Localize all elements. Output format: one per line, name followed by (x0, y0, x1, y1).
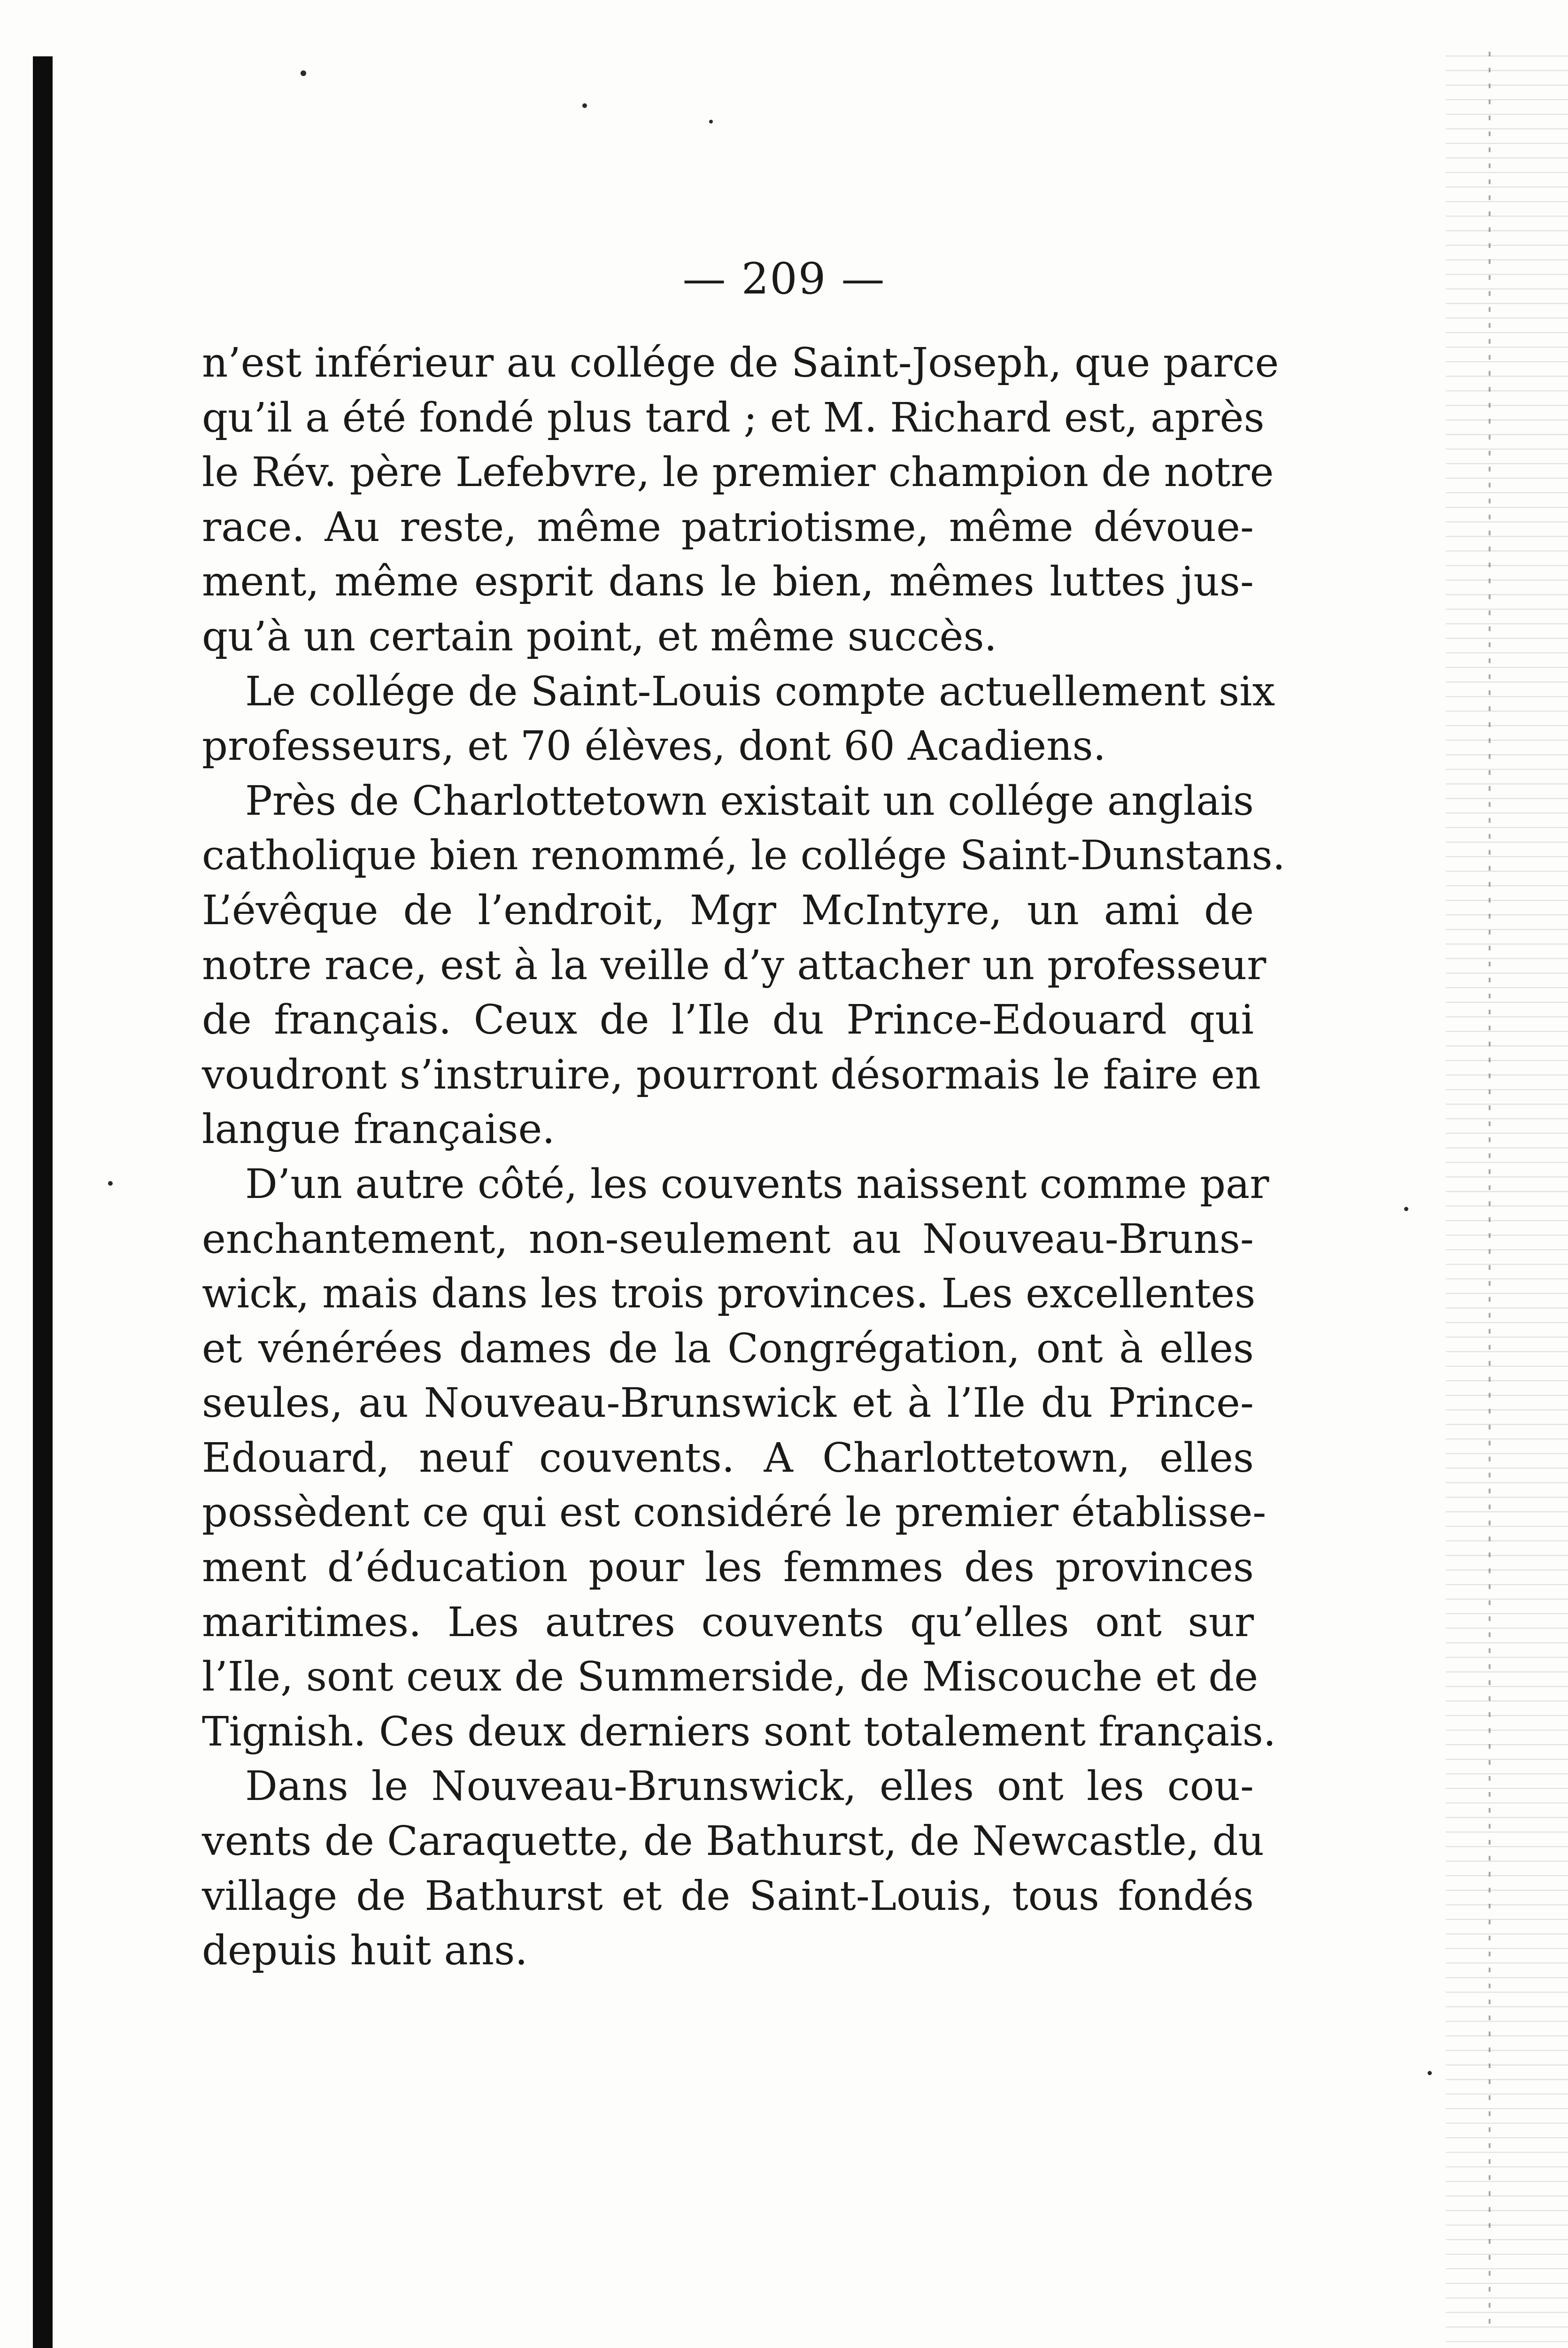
text-line: Le collége de Saint-Louis compte actuellement six (245, 668, 1275, 715)
text-line: qu’à un certain point, et même succès. (202, 613, 997, 660)
text-line: depuis huit ans. (202, 1927, 528, 1975)
text-line: l’Ile, sont ceux de Summerside, de Miscouche et de (202, 1653, 1259, 1701)
print-speck (1428, 2071, 1432, 2075)
print-speck (1404, 1207, 1408, 1211)
page-right-edge-line (1489, 52, 1491, 2329)
text-line: n’est inférieur au collége de Saint-Joseph, que parce (202, 340, 1279, 386)
text-line: maritimes. Les autres couvents qu’elles ont sur (202, 1599, 1254, 1646)
text-line: wick, mais dans les trois provinces. Les excellentes (202, 1270, 1256, 1318)
text-line: professeurs, et 70 élèves, dont 60 Acadiens. (202, 723, 1106, 770)
text-line: le Rév. père Lefebvre, le premier champion de notre (202, 449, 1274, 496)
paragraph (202, 336, 1279, 664)
print-speck (709, 120, 713, 124)
text-line: et vénérées dames de la Congrégation, ont à elles (202, 1325, 1254, 1372)
print-speck (108, 1181, 113, 1186)
text-line: voudront s’instruire, pourront désormais le faire en (202, 1051, 1261, 1098)
page-number: — 209 — (682, 254, 886, 304)
text-line: notre race, est à la veille d’y attacher un professeur (202, 942, 1267, 989)
text-line: possèdent ce qui est considéré le premier établisse- (202, 1489, 1267, 1537)
text-line: catholique bien renommé, le collége Saint-Dunstans. (202, 832, 1285, 880)
paragraph (202, 664, 1275, 774)
text-line: Edouard, neuf couvents. A Charlottetown, elles (202, 1434, 1254, 1482)
text-line: qu’il a été fondé plus tard ; et M. Richard est, après (202, 394, 1265, 441)
paragraph (202, 774, 1285, 1157)
text-line: Tignish. Ces deux derniers sont totalement français. (202, 1708, 1276, 1755)
print-speck (582, 103, 587, 108)
paragraph (202, 1157, 1276, 1760)
text-line: ment, même esprit dans le bien, mêmes luttes jus- (202, 558, 1254, 606)
text-line: L’évêque de l’endroit, Mgr McIntyre, un ami de (202, 887, 1254, 934)
text-line: langue française. (202, 1106, 555, 1153)
text-line: village de Bathurst et de Saint-Louis, tous fondés (202, 1872, 1254, 1920)
print-speck (301, 70, 306, 76)
page-right-edge-texture (1446, 42, 1568, 2348)
text-line: seules, au Nouveau-Brunswick et à l’Ile du Prince- (202, 1380, 1254, 1427)
text-line: ment d’éducation pour les femmes des provinces (202, 1544, 1254, 1591)
page-body-text (202, 336, 1285, 1978)
text-line: de français. Ceux de l’Ile du Prince-Edouard qui (202, 996, 1254, 1044)
text-line: Dans le Nouveau-Brunswick, elles ont les cou- (245, 1763, 1254, 1810)
text-line: vents de Caraquette, de Bathurst, de Newcastle, du (202, 1818, 1264, 1865)
text-line: Près de Charlottetown existait un collége anglais (245, 777, 1254, 825)
text-line: D’un autre côté, les couvents naissent comme par (245, 1160, 1269, 1208)
page-binding-edge (33, 56, 53, 2348)
text-line: race. Au reste, même patriotisme, même dévoue- (202, 503, 1254, 551)
paragraph (202, 1759, 1264, 1978)
text-line: enchantement, non-seulement au Nouveau-Bruns- (202, 1215, 1254, 1263)
